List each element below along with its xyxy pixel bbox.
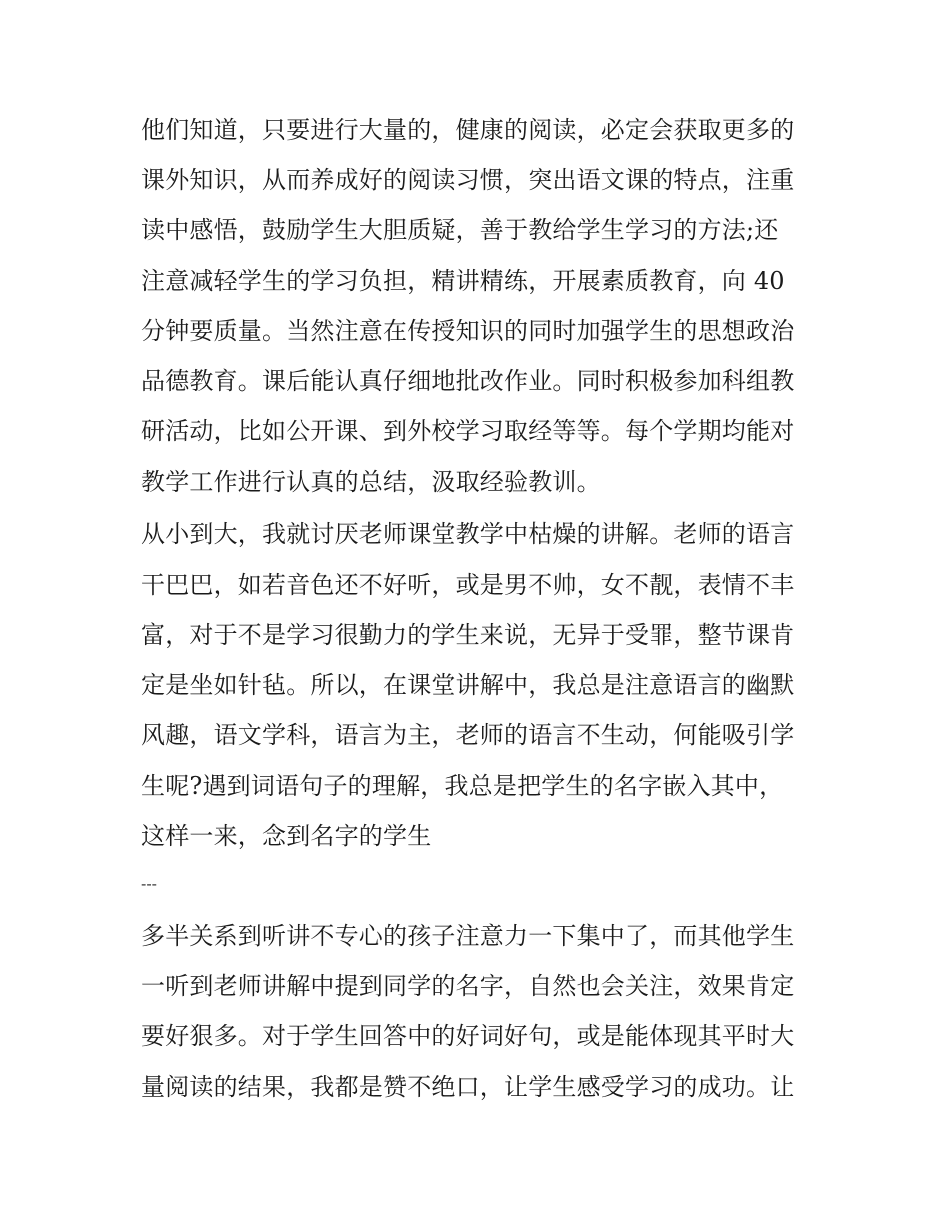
- text-line: 要好狠多。对于学生回答中的好词好句，或是能体现其平时大: [141, 1022, 795, 1050]
- text-line: 富，对于不是学习很勤力的学生来说，无异于受罪，整节课肯: [141, 621, 795, 649]
- text-line: 多半关系到听讲不专心的孩子注意力一下集中了，而其他学生: [141, 922, 795, 950]
- text-line: 他们知道，只要进行大量的，健康的阅读，必定会获取更多的: [141, 116, 795, 144]
- text-line: 课外知识，从而养成好的阅读习惯，突出语文课的特点，注重: [141, 166, 795, 194]
- text-line: 这样一来，念到名字的学生: [141, 822, 432, 850]
- text-line: 量阅读的结果，我都是赞不绝口，让学生感受学习的成功。让: [141, 1073, 795, 1101]
- text-line: 品德教育。课后能认真仔细地批改作业。同时积极参加科组教: [141, 367, 795, 395]
- text-line: 定是坐如针毡。所以，在课堂讲解中，我总是注意语言的幽默: [141, 671, 795, 699]
- text-line: 注意减轻学生的学习负担，精讲精练，开展素质教育，向 40: [141, 267, 785, 295]
- text-line: 干巴巴，如若音色还不好听，或是男不帅，女不靓，表情不丰: [141, 571, 795, 599]
- page-separator: ---: [141, 876, 157, 893]
- text-line: 教学工作进行认真的总结，汲取经验教训。: [141, 468, 601, 496]
- text-line: 研活动，比如公开课、到外校学习取经等等。每个学期均能对: [141, 417, 795, 445]
- text-line: 一听到老师讲解中提到同学的名字，自然也会关注，效果肯定: [141, 972, 795, 1000]
- text-line: 从小到大，我就讨厌老师课堂教学中枯燥的讲解。老师的语言: [141, 520, 795, 548]
- text-line: 分钟要质量。当然注意在传授知识的同时加强学生的思想政治: [141, 317, 795, 345]
- text-line: 风趣，语文学科，语言为主，老师的语言不生动，何能吸引学: [141, 721, 795, 749]
- text-line: 读中感悟，鼓励学生大胆质疑，善于教给学生学习的方法;还: [141, 216, 779, 244]
- text-line: 生呢?遇到词语句子的理解，我总是把学生的名字嵌入其中，: [141, 772, 784, 800]
